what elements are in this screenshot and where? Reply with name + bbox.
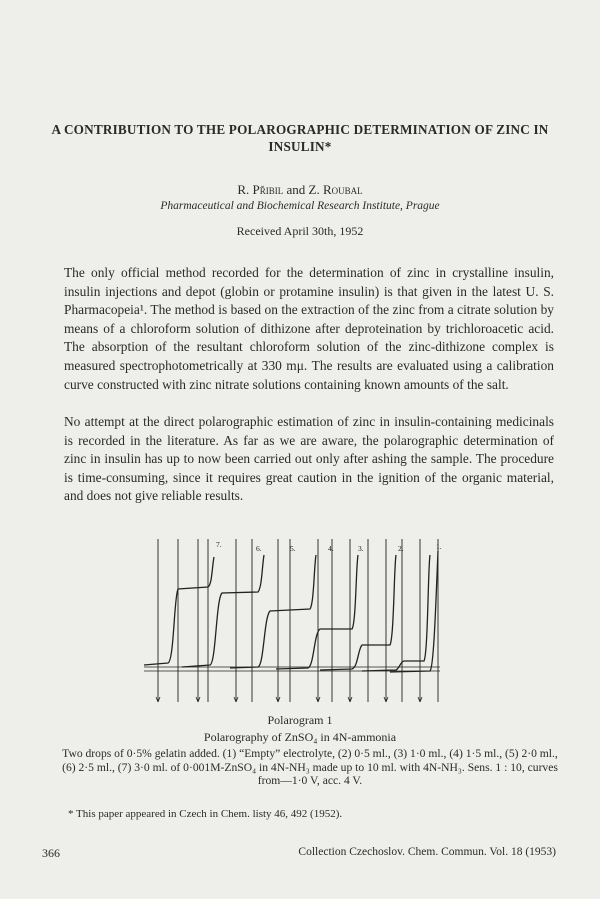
figure-title: Polarogram 1 xyxy=(267,713,333,727)
figure-subtitle: Polarography of ZnSO₄ in 4N-ammonia xyxy=(203,730,397,744)
author-2: Z. Roubal xyxy=(308,182,363,197)
author-line xyxy=(0,182,600,198)
figure-caption: Two drops of 0·5% gelatin added. (1) “Empty” electrolyte, (2) 0·5 ml., (3) 1·0 ml., (4) 1·5 ml., (5) 2·0 ml., (6) 2·5 ml., (7) 3·0 ml. of 0·001M-ZnSO₄ in 4N-NH₃ made up to 10 ml. with 4N-NH₃. Sens. 1 : 10, curves from—1·0 V, acc. 4 V. xyxy=(62,747,558,788)
author-1: R. Přibil xyxy=(237,182,284,197)
curve-label-7: 7. xyxy=(216,540,222,549)
institute-affiliation: Pharmaceutical and Biochemical Research Institute, Prague xyxy=(160,200,440,212)
curve-label-5: 5. xyxy=(290,544,296,553)
curve-label-3: 3. xyxy=(358,544,364,553)
curve-label-4: 4. xyxy=(328,544,334,553)
curve-label-1: 1. xyxy=(436,542,442,551)
curve-label-2: 2. xyxy=(398,544,404,553)
received-date: Received April 30th, 1952 xyxy=(236,224,364,238)
footnote: * This paper appeared in Czech in Chem. listy 46, 492 (1952). xyxy=(68,808,343,820)
page-number: 366 xyxy=(42,846,60,860)
paragraph-2: No attempt at the direct polarographic estimation of zinc in insulin-containing medicinals is recorded in the literature. As far as we are aware, the polarographic determination of zinc in insulin has up to now been carried out only after ashing the sample. The procedure is time-consuming, since it requires great caution in the ignition of the organic material, and does not give reliable results. xyxy=(64,414,554,504)
article-title: A CONTRIBUTION TO THE POLAROGRAPHIC DETERMINATION OF ZINC IN INSULIN* xyxy=(51,122,549,154)
author-connector: and xyxy=(283,182,309,197)
paragraph-1: The only official method recorded for the determination of zinc in crystalline insulin, insulin injections and depot (globin or protamine insulin) is that given in the latest U. S. Pharmacopeia¹. The method is based on the extraction of the zinc from a citrate solution by means of a chloroform solution of dithizone after deproteination by trichloroacetic acid. The absorption of the resultant chloroform solution of the zinc-dithizone complex is measured spectrophotometrically at 330 mμ. The results are evaluated using a calibration curve constructed with zinc nitrate solutions containing known amounts of the salt. xyxy=(64,265,554,392)
curve-label-6: 6. xyxy=(256,544,262,553)
polarogram-figure xyxy=(140,537,462,720)
journal-reference: Collection Czechoslov. Chem. Commun. Vol. 18 (1953) xyxy=(298,846,556,858)
